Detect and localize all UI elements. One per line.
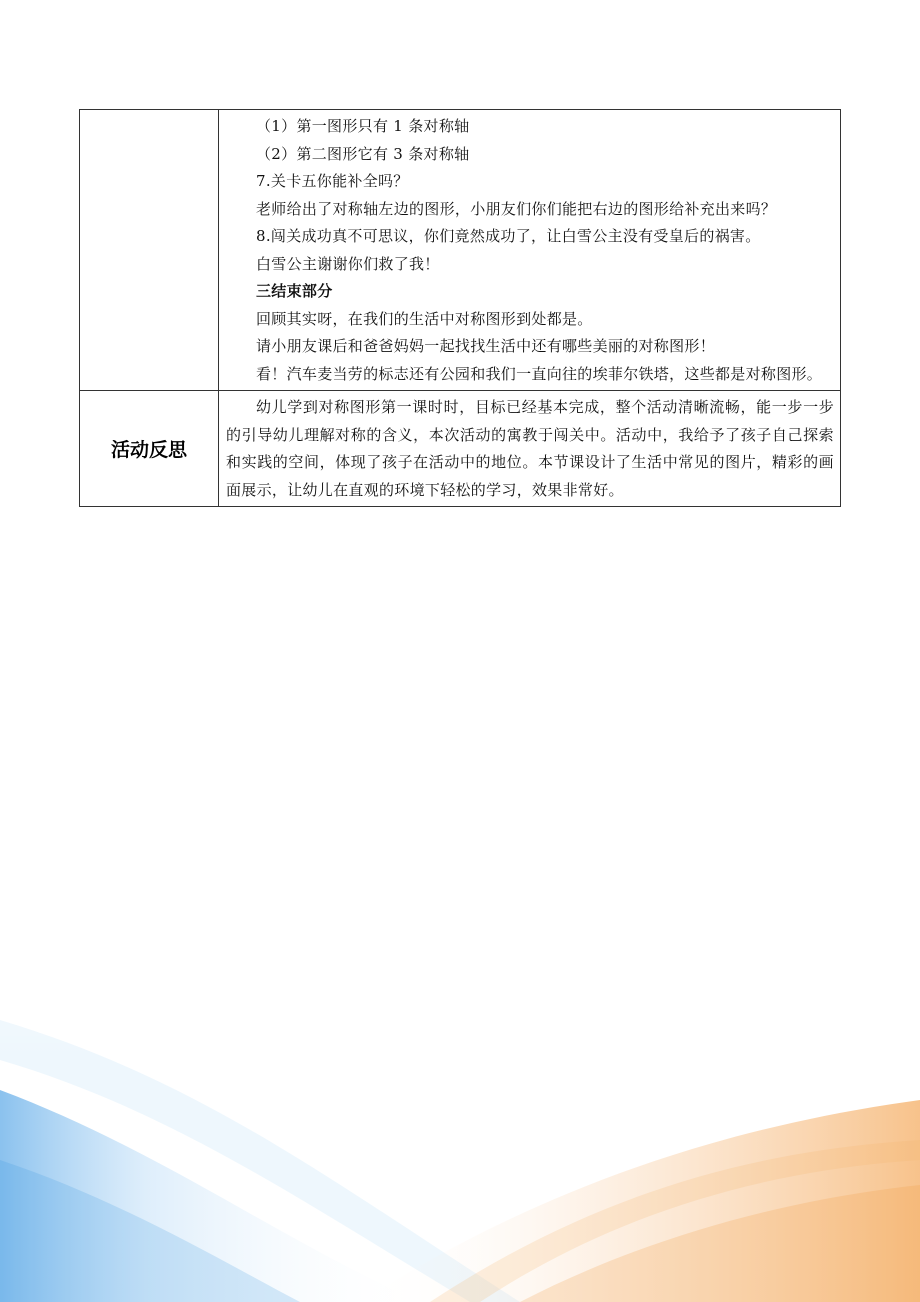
paragraph-examples: 看！汽车麦当劳的标志还有公园和我们一直向往的埃菲尔铁塔，这些都是对称图形。 [256,364,823,383]
paragraph-thanks: 白雪公主谢谢你们救了我！ [256,254,440,273]
top-fade [0,900,920,1060]
paragraph-axis-3: （2）第二图形它有 3 条对称轴 [256,144,470,163]
paragraph-teacher-instruction: 老师给出了对称轴左边的图形，小朋友们你们能把右边的图形给补充出来吗？ [256,199,777,218]
row-label-empty [80,110,219,391]
paragraph-level-5: 7.关卡五你能补全吗？ [256,172,409,190]
table-row-procedure [80,110,841,391]
table-row-reflection [80,391,841,507]
paragraph-review: 回顾其实呀，在我们的生活中对称图形到处都是。 [256,309,593,328]
paragraph-homework: 请小朋友课后和爸爸妈妈一起找找生活中还有哪些美丽的对称图形！ [256,337,716,355]
paragraph-success: 8.闯关成功真不可思议，你们竟然成功了，让白雪公主没有受皇后的祸害。 [256,227,761,245]
section-heading-ending: 三结束部分 [256,282,333,300]
paragraph-axis-1: （1）第一图形只有 1 条对称轴 [256,117,470,135]
procedure-content-cell [219,110,841,391]
orange-wave-group [360,1100,920,1302]
reflection-content-cell [219,391,841,507]
paragraph-reflection: 幼儿学到对称图形第一课时时，目标已经基本完成，整个活动清晰流畅，能一步一步的引导幼儿理解对称的含义，本次活动的寓教于闯关中。活动中，我给予了孩子自己探索和实践的空间，体现了孩子在活动中的地位。本节课设计了生活中常见的图片，精彩的画面展示，让幼儿在直观的环境下轻松的学习，效果非常好。 [226,398,834,499]
lesson-plan-table [79,109,841,507]
row-label-reflection: 活动反思 [80,391,219,507]
